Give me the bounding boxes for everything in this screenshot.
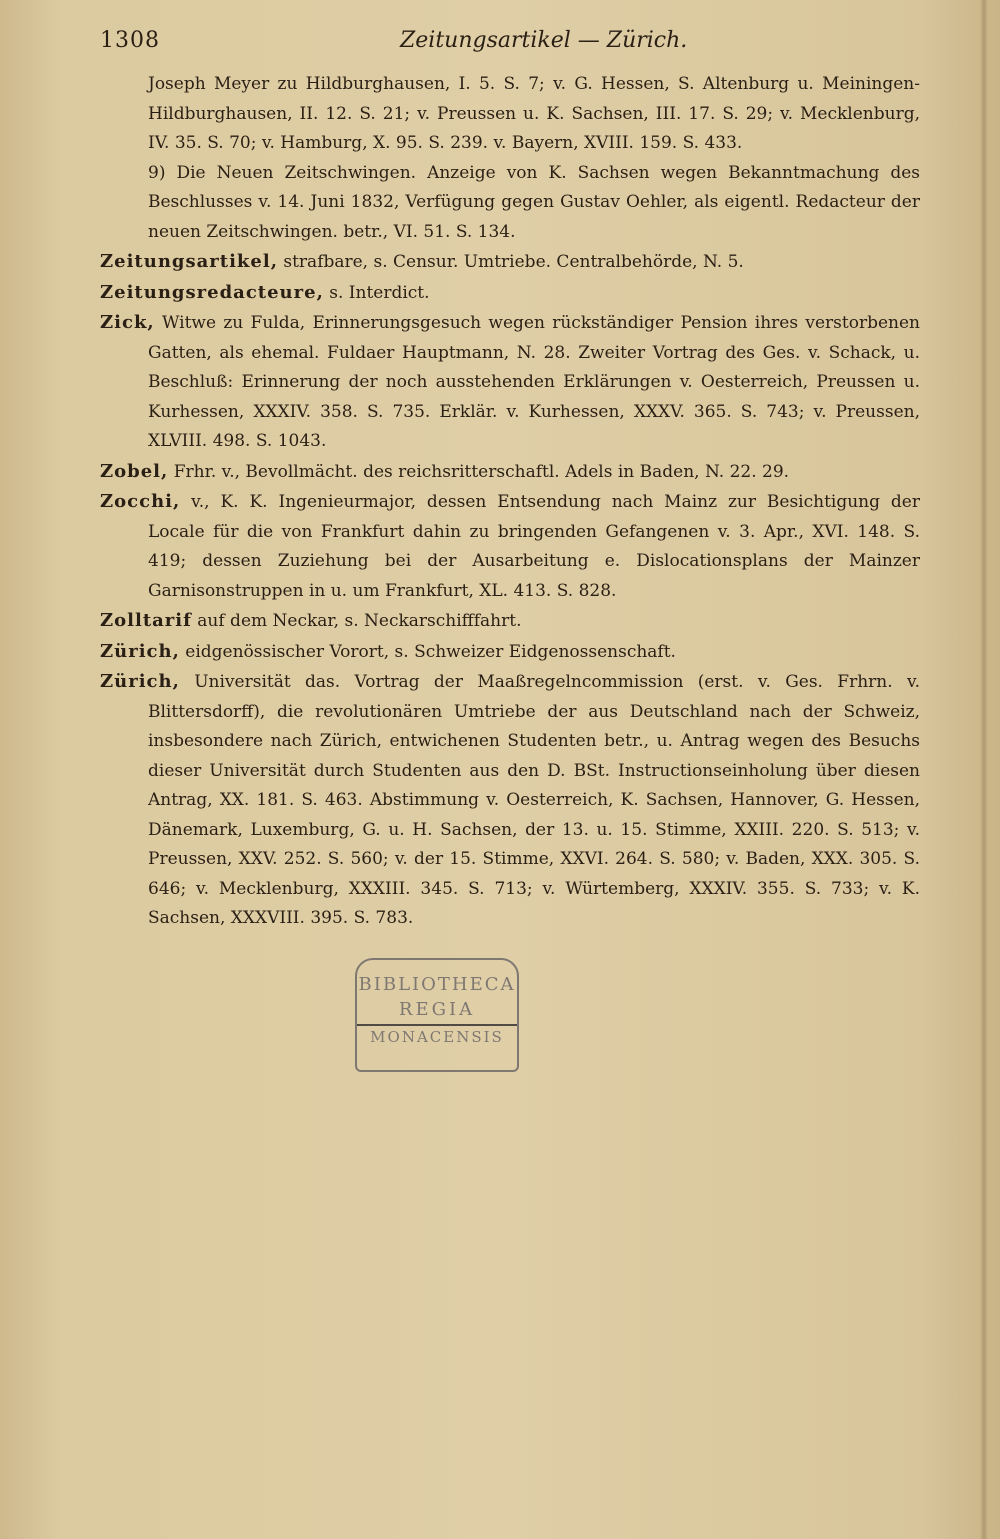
library-stamp (355, 958, 519, 1072)
entry-text: Witwe zu Fulda, Erinnerungsgesuch wegen rückständiger Pension ihres verstorbenen Gatten, als ehemal. Fuldaer Hauptmann, N. 28. Zweiter Vortrag des Ges. v. Schack, u. Beschluß: Erinnerung der noch ausstehenden Erklärungen v. Oesterreich, Preussen u. Kurhessen, XXXIV. 358. S. 735. Erklär. v. Kurhessen, XXXV. 365. S. 743; v. Preussen, XLVIII. 498. S. 1043. (148, 313, 920, 451)
entry-zeitungsartikel (100, 247, 920, 278)
entry-continuation (100, 70, 920, 159)
page-header (100, 28, 930, 64)
entry-headword: Zick, (100, 312, 155, 333)
entry-text: eidgenössischer Vorort, s. Schweizer Eidgenossenschaft. (179, 641, 676, 662)
entry-headword: Zürich, (100, 640, 180, 662)
entry-headword: Zocchi, (100, 491, 181, 512)
entry-zuerich-vorort (100, 637, 920, 668)
stamp-line: REGIA (398, 999, 476, 1020)
entry-text: auf dem Neckar, s. Neckarschifffahrt. (191, 611, 522, 631)
entry-subitem-9 (100, 159, 920, 248)
stamp-line: BIBLIOTHECA (358, 974, 516, 995)
entry-zuerich-universitaet (100, 667, 920, 934)
entry-headword: Zürich, (100, 671, 180, 692)
stamp-line: MONACENSIS (357, 1024, 517, 1046)
entry-zeitungsredacteure (100, 278, 920, 309)
entry-zobel (100, 457, 920, 488)
entry-text: Joseph Meyer zu Hildburghausen, I. 5. S. 7; v. G. Hessen, S. Altenburg u. Meiningen-Hildburghausen, II. 12. S. 21; v. Preussen u. K. Sachsen, III. 17. S. 29; v. Mecklenburg, IV. 35. S. 70; v. Hamburg, X. 95. S. 239. v. Bayern, XVIII. 159. S. 433. (148, 74, 920, 153)
entry-headword: Zeitungsartikel, (100, 251, 278, 272)
entry-text: Frhr. v., Bevollmächt. des reichsritterschaftl. Adels in Baden, N. 22. 29. (168, 461, 790, 482)
entry-headword: Zolltarif (100, 610, 192, 631)
index-entries (100, 70, 920, 934)
entry-text: Universität das. Vortrag der Maaßregelncommission (erst. v. Ges. Frhrn. v. Blittersdorff), die revolutionären Umtriebe der aus Deutschland nach der Schweiz, insbesondere nach Zürich, entwichenen Studenten betr., u. Antrag wegen des Besuchs dieser Universität durch Studenten aus den D. BSt. Instructionseinholung über diesen Antrag, XX. 181. S. 463. Abstimmung v. Oesterreich, K. Sachsen, Hannover, G. Hessen, Dänemark, Luxemburg, G. u. H. Sachsen, der 13. u. 15. Stimme, XXIII. 220. S. 513; v. Preussen, XXV. 252. S. 560; v. der 15. Stimme, XXVI. 264. S. 580; v. Baden, XXX. 305. S. 646; v. Mecklenburg, XXXIII. 345. S. 713; v. Würtemberg, XXXIV. 355. S. 733; v. K. Sachsen, XXXVIII. 395. S. 783. (148, 672, 920, 928)
entry-headword: Zeitungsredacteure, (100, 281, 324, 303)
entry-text: 9) Die Neuen Zeitschwingen. Anzeige von K. Sachsen wegen Bekanntmachung des Beschlusses v. 14. Juni 1832, Verfügung gegen Gustav Oehler, als eigentl. Redacteur der neuen Zeitschwingen. betr., VI. 51. S. 134. (148, 162, 920, 242)
entry-text: strafbare, s. Censur. Umtriebe. Centralbehörde, N. 5. (277, 252, 744, 272)
entry-zocchi (100, 487, 920, 606)
entry-zolltarif (100, 606, 920, 637)
entry-text: s. Interdict. (323, 282, 430, 303)
running-head: Zeitungsartikel — Zürich. (400, 28, 688, 53)
page-number: 1308 (100, 28, 160, 53)
entry-zick (100, 308, 920, 457)
entry-headword: Zobel, (100, 460, 169, 482)
page-edge-shadow (980, 0, 988, 1539)
entry-text: v., K. K. Ingenieurmajor, dessen Entsendung nach Mainz zur Besichtigung der Locale für die von Frankfurt dahin zu bringenden Gefangenen v. 3. Apr., XVI. 148. S. 419; dessen Zuziehung bei der Ausarbeitung e. Dislocationsplans der Mainzer Garnisonstruppen in u. um Frankfurt, XL. 413. S. 828. (148, 492, 920, 601)
